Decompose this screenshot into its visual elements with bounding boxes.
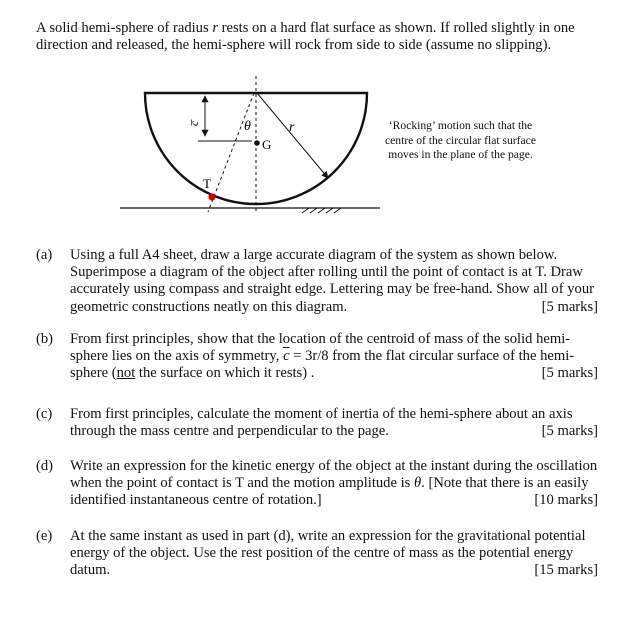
G-label: G [262, 137, 272, 152]
question-b-text-3: the surface on which it rests) . [135, 365, 315, 382]
motion-caption: ‘Rocking’ motion such that the centre of the circular flat surface moves in the plane of the page. [385, 119, 536, 161]
question-d-text-2: . [Note that there is an easily identified instantaneous centre of rotation.] [70, 475, 589, 509]
question-a [36, 247, 598, 316]
question-d-label: (d) [36, 458, 54, 474]
tilted-axis-line [208, 93, 254, 212]
question-d-theta: θ [413, 475, 422, 492]
question-b-label: (b) [36, 331, 54, 347]
question-e-marks: [15 marks] [534, 562, 598, 579]
question-c [36, 406, 598, 440]
question-b-not: not [116, 365, 136, 382]
theta-label: θ [244, 119, 251, 134]
question-b [36, 331, 598, 383]
intro-text-2: rests on a hard flat surface as shown. If rolled slightly in one direction and released, the hemi-sphere will rock from side to side (assume no slipping). [36, 20, 575, 53]
question-e-text: At the same instant as used in part (d), write an expression for the gravitational potential energy of the object. Use the rest position of the centre of mass as the potential energy datum. [70, 528, 586, 579]
question-e [36, 528, 598, 580]
question-b-marks: [5 marks] [541, 365, 598, 382]
cbar-label: c̅ [187, 120, 201, 126]
radius-arrow [257, 93, 328, 178]
question-d-marks: [10 marks] [534, 492, 598, 509]
intro-radius-symbol: r [212, 20, 218, 36]
r-label: r [289, 120, 295, 135]
question-d [36, 458, 598, 510]
question-b-text-2: = 3r/8 from the flat circular surface of the hemi-sphere ( [70, 348, 575, 382]
question-a-label: (a) [36, 247, 53, 263]
question-a-marks: [5 marks] [541, 298, 598, 315]
question-b-cbar: $\overline{c}$ [283, 348, 290, 365]
question-e-label: (e) [36, 528, 53, 544]
question-c-marks: [5 marks] [541, 423, 598, 440]
contact-point-T-dot [208, 193, 215, 200]
T-label: T [203, 176, 211, 191]
question-c-text: From first principles, calculate the moment of inertia of the hemi-sphere about an axis through the mass centre and perpendicular to the page. [70, 406, 573, 440]
centre-of-mass-dot [254, 140, 260, 146]
ground-hatching [302, 208, 341, 213]
question-d-text-1: Write an expression for the kinetic energy of the object at the instant during the oscillation when the point of contact is T and the motion amplitude is [70, 458, 598, 492]
intro-text-1: A solid hemi-sphere of radius [36, 20, 213, 36]
question-c-label: (c) [36, 406, 53, 422]
question-b-text-1: From first principles, show that the location of the centroid of mass of the solid hemi-sphere lies on the axis of symmetry, [70, 331, 571, 365]
question-a-text: Using a full A4 sheet, draw a large accurate diagram of the system as shown below. Superimpose a diagram of the object after rolling until the point of contact is at T. Draw accurately using compass and straight edge. Lettering may be free-hand. Show all of your geometric constructions neatly on this diagram. [70, 247, 594, 315]
